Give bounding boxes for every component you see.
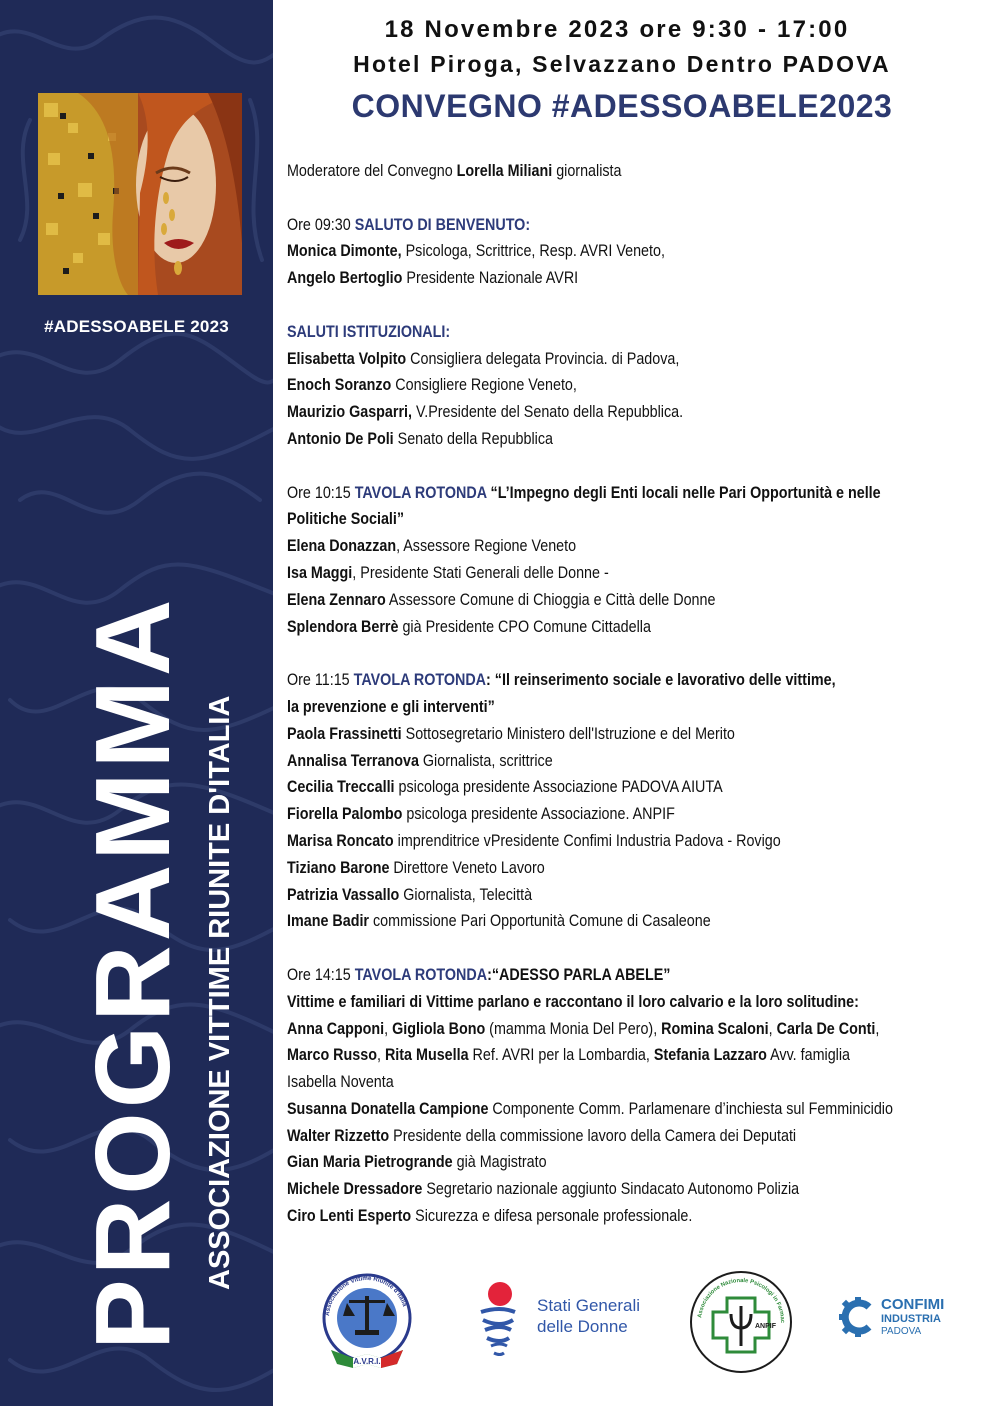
speaker-role: Consigliera delegata Provincia. di Padova,: [406, 349, 680, 368]
session-label: TAVOLA ROTONDA: [353, 671, 487, 690]
speaker-name: Elena Zennaro: [287, 590, 386, 609]
speaker-role: Presidente della commissione lavoro della Camera dei Deputati: [389, 1126, 797, 1145]
speaker-role: commissione Pari Opportunità Comune di Casaleone: [369, 912, 711, 931]
speaker-name: Splendora Berrè: [287, 617, 399, 636]
confimi-line1: CONFIMI: [881, 1296, 945, 1313]
speaker-line: [287, 265, 982, 292]
speaker-role: Assessore Comune di Chioggia e Città delle Donne: [385, 590, 716, 609]
speaker-line: [287, 587, 982, 614]
speaker-line: [287, 721, 982, 748]
round3-intro: [287, 989, 982, 1016]
speaker-name: Marco Russo: [287, 1046, 377, 1065]
speaker-role: (mamma Monia Del Pero),: [485, 1019, 662, 1038]
speaker-role: Sottosegretario Ministero dell'Istruzione e del Merito: [401, 724, 735, 743]
speaker-line: [287, 908, 982, 935]
klimt-artwork-image: [38, 93, 242, 295]
victims-line-1: [287, 1016, 982, 1043]
victims-line-3: [287, 1069, 982, 1096]
speaker-name: Ciro Lenti Esperto: [287, 1207, 412, 1226]
session-time: Ore 14:15: [287, 965, 355, 984]
speaker-role: Direttore Veneto Lavoro: [389, 858, 545, 877]
speaker-line: [287, 774, 982, 801]
speaker-name: Enoch Soranzo: [287, 376, 392, 395]
round1-heading: [287, 480, 982, 507]
speaker-role: Avv. famiglia: [766, 1046, 851, 1065]
speaker-name: Tiziano Barone: [287, 858, 390, 877]
speaker-role: già Magistrato: [452, 1153, 547, 1172]
speaker-line: [287, 1096, 982, 1123]
speaker-line: [287, 560, 982, 587]
speaker-line: [287, 399, 982, 426]
speaker-name: Anna Capponi: [287, 1019, 385, 1038]
speaker-role: Isabella Noventa: [287, 1073, 394, 1092]
event-venue-line: Hotel Piroga, Selvazzano Dentro PADOVA: [353, 51, 891, 77]
speaker-role: Presidente Nazionale AVRI: [402, 269, 579, 288]
speaker-name: Cecilia Treccalli: [287, 778, 395, 797]
speaker-line: [287, 346, 982, 373]
speaker-role: Senato della Repubblica: [393, 429, 553, 448]
association-vertical-name: ASSOCIAZIONE VITTIME RIUNITE D'ITALIA: [204, 695, 236, 1290]
speaker-line: [287, 882, 982, 909]
speaker-name: Fiorella Palombo: [287, 805, 403, 824]
program-list: [287, 158, 983, 1230]
speaker-role: ,: [376, 1046, 385, 1065]
speaker-line: [287, 614, 982, 641]
speaker-name: Susanna Donatella Campione: [287, 1099, 489, 1118]
speaker-line: [287, 748, 982, 775]
speaker-name: Imane Badir: [287, 912, 370, 931]
programma-vertical-title: PROGRAMMA: [74, 595, 192, 1350]
avri-ring-text: Associazione Vittime Riunite d'Italia: [324, 1274, 409, 1317]
moderator-role: giornalista: [552, 162, 622, 180]
confimi-text: [881, 1297, 944, 1338]
anpif-logo: [687, 1268, 795, 1376]
speaker-role: ,: [768, 1019, 777, 1038]
speaker-line: [287, 1123, 982, 1150]
speaker-name: Patrizia Vassallo: [287, 885, 400, 904]
speaker-line: [287, 426, 982, 453]
speaker-role: imprenditrice vPresidente Confimi Industria Padova - Rovigo: [393, 831, 781, 850]
stati-generali-line1: Stati Generali: [537, 1296, 640, 1315]
speaker-role: , Assessore Regione Veneto: [396, 537, 577, 556]
speaker-role: Ref. AVRI per la Lombardia,: [468, 1046, 654, 1065]
welcome-heading: [287, 212, 982, 239]
left-sidebar: [0, 0, 273, 1406]
speaker-role: Psicologa, Scrittrice, Resp. AVRI Veneto,: [401, 242, 665, 261]
speaker-name: Carla De Conti: [776, 1019, 876, 1038]
speaker-name: Maurizio Gasparri,: [287, 403, 413, 422]
moderator-name: Lorella Miliani: [456, 162, 553, 180]
speaker-line: [287, 1176, 982, 1203]
session-topic: Politiche Sociali”: [287, 510, 405, 529]
speaker-line: [287, 533, 982, 560]
round2-topic-cont: [287, 694, 982, 721]
speaker-name: Paola Frassinetti: [287, 724, 402, 743]
speaker-line: [287, 801, 982, 828]
moderator-prefix: Moderatore del Convegno: [287, 162, 457, 180]
sponsor-logos: [287, 1262, 987, 1382]
speaker-role: psicologa presidente Associazione PADOVA AIUTA: [394, 778, 723, 797]
event-title: CONVEGNO #ADESSOABELE2023: [351, 88, 893, 124]
confimi-logo-mark: [839, 1297, 877, 1337]
speaker-role: psicologa presidente Associazione. ANPIF: [402, 805, 675, 824]
stati-generali-line2: delle Donne: [537, 1317, 628, 1336]
speaker-role: Sicurezza e difesa personale professionale.: [411, 1207, 693, 1226]
session-title: SALUTO DI BENVENUTO:: [354, 215, 531, 234]
anpif-ring-text: Associazione Nazionale Psicologi in Farmac: [697, 1277, 786, 1324]
speaker-name: Angelo Bertoglio: [287, 269, 403, 288]
speaker-role: Segretario nazionale aggiunto Sindacato Autonomo Polizia: [422, 1180, 800, 1199]
speaker-role: Componente Comm. Parlamenare d’inchiesta sul Femminicidio: [488, 1099, 893, 1118]
session-topic: “L’Impegno degli Enti locali nelle Pari Opportunità e nelle: [486, 483, 881, 502]
speaker-role: Giornalista, scrittrice: [418, 751, 553, 770]
session-time: Ore 11:15: [287, 671, 354, 690]
speaker-line: [287, 855, 982, 882]
speaker-name: Gian Maria Pietrogrande: [287, 1153, 453, 1172]
speaker-name: Gigliola Bono: [392, 1019, 486, 1038]
speaker-line: [287, 1203, 982, 1230]
avri-acronym: A.V.R.I.: [353, 1357, 381, 1366]
speaker-name: Rita Musella: [384, 1046, 469, 1065]
session-topic: la prevenzione e gli interventi”: [287, 697, 495, 716]
speaker-name: Antonio De Poli: [287, 429, 394, 448]
confimi-line3: PADOVA: [881, 1326, 922, 1337]
speaker-line: [287, 372, 982, 399]
speaker-role: , Presidente Stati Generali delle Donne -: [352, 563, 609, 582]
speaker-line: [287, 828, 982, 855]
anpif-acronym: ANPIF: [755, 1323, 776, 1330]
session-topic: : “Il reinserimento sociale e lavorativo delle vittime,: [486, 671, 836, 690]
speaker-name: Walter Rizzetto: [287, 1126, 390, 1145]
session-topic: :“ADESSO PARLA ABELE”: [487, 965, 671, 984]
stati-generali-text: [537, 1295, 640, 1337]
institutional-heading: [287, 319, 982, 346]
speaker-role: ,: [875, 1019, 880, 1038]
session-label: TAVOLA ROTONDA: [354, 965, 488, 984]
speaker-name: Isa Maggi: [287, 563, 353, 582]
avri-logo: [317, 1272, 417, 1374]
moderator-line: [287, 158, 982, 185]
session-intro: Vittime e familiari di Vittime parlano e raccontano il loro calvario e la loro solitudine:: [287, 992, 859, 1011]
round1-topic-cont: [287, 506, 982, 533]
speaker-name: Marisa Roncato: [287, 831, 394, 850]
session-label: TAVOLA ROTONDA: [354, 483, 487, 502]
event-date-line: 18 Novembre 2023 ore 9:30 - 17:00: [384, 16, 850, 43]
gear-c-icon: [839, 1297, 869, 1337]
round3-heading: [287, 962, 982, 989]
speaker-name: Romina Scaloni: [661, 1019, 769, 1038]
speaker-role: già Presidente CPO Comune Cittadella: [398, 617, 651, 636]
speaker-name: Annalisa Terranova: [287, 751, 419, 770]
session-time: Ore 10:15: [287, 483, 355, 502]
speaker-role: Consigliere Regione Veneto,: [391, 376, 577, 395]
speaker-name: Michele Dressadore: [287, 1180, 423, 1199]
speaker-name: Elisabetta Volpito: [287, 349, 407, 368]
speaker-role: ,: [384, 1019, 393, 1038]
stati-generali-logo-mark: [475, 1280, 520, 1362]
session-title: SALUTI ISTITUZIONALI:: [287, 322, 451, 341]
speaker-line: [287, 238, 982, 265]
confimi-line2: INDUSTRIA: [881, 1313, 941, 1325]
victims-line-2: [287, 1042, 982, 1069]
speaker-line: [287, 1149, 982, 1176]
speaker-role: V.Presidente del Senato della Repubblica.: [412, 403, 684, 422]
spiral-figure-icon: [481, 1282, 515, 1355]
speaker-name: Elena Donazzan: [287, 537, 397, 556]
speaker-name: Stefania Lazzaro: [653, 1046, 767, 1065]
session-time: Ore 09:30: [287, 215, 355, 234]
sidebar-hashtag: #ADESSOABELE 2023: [44, 317, 229, 336]
round2-heading: [287, 667, 982, 694]
speaker-name: Monica Dimonte,: [287, 242, 402, 261]
speaker-role: Giornalista, Telecittà: [399, 885, 533, 904]
